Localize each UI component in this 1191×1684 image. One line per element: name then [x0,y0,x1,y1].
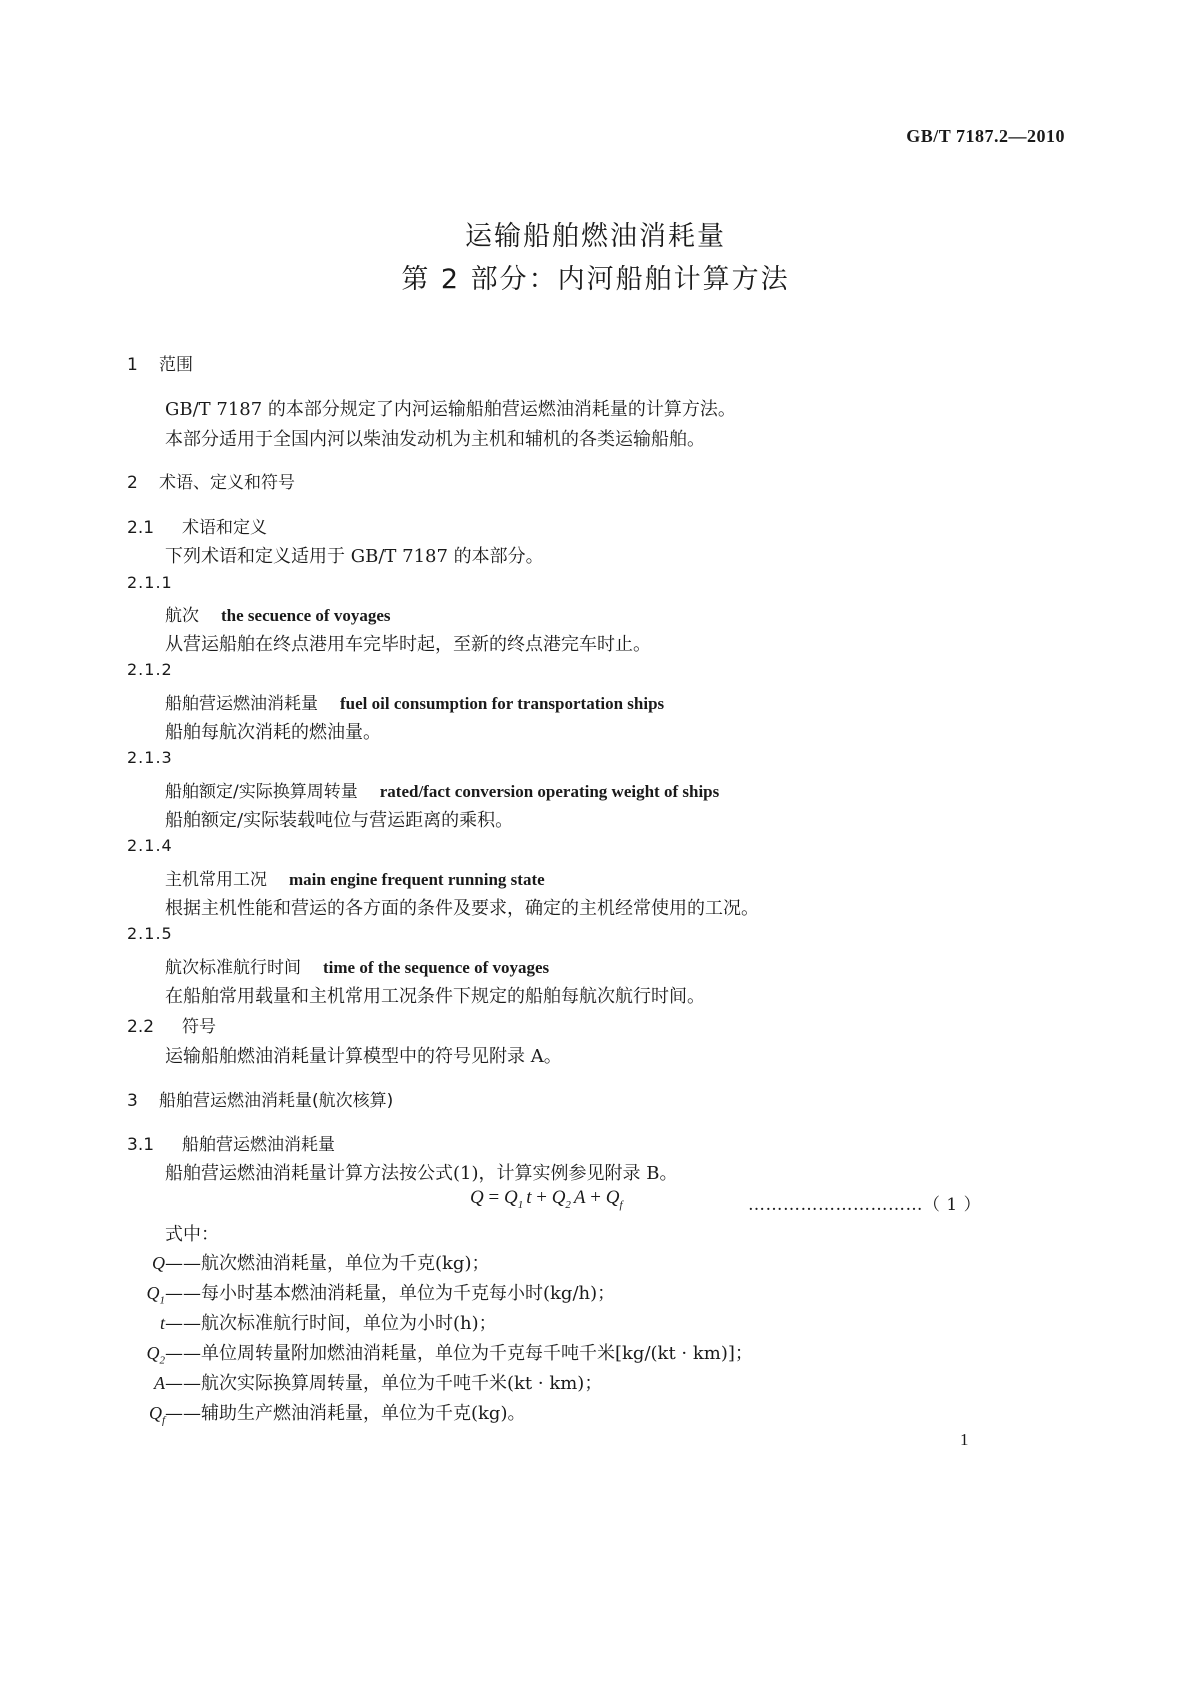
variable-symbol: $Q_2$ [146,1343,165,1367]
variable-symbol: A [154,1373,165,1393]
symbols-text: 运输船舶燃油消耗量计算模型中的符号见附录 A。 [165,1046,562,1067]
term-english: time of the sequence of voyages [323,958,550,977]
term-entry [165,601,391,626]
formula-symbol: Q [503,1187,518,1208]
section-number: 2.2 [127,1017,155,1037]
formula-symbol: t [526,1187,532,1208]
document-title-line2: 第 2 部分：内河船舶计算方法 [401,264,790,295]
term-definition: 从营运船舶在终点港用车完毕时起，至新的终点港完车时止。 [165,634,651,655]
where-label: 式中： [165,1224,219,1245]
variable-description: ——航次实际换算周转量，单位为千吨千米(kt · km)； [165,1373,603,1394]
section-title: 符号 [182,1017,216,1037]
variable-definition [113,1249,489,1277]
section-title: 范围 [159,355,193,375]
variable-symbol: t [159,1313,165,1333]
variable-definition [113,1339,753,1367]
term-number: 2.1.2 [127,660,173,679]
variable-description: ——单位周转量附加燃油消耗量，单位为千克每千吨千米[kg/(kt · km)]； [165,1343,753,1364]
formula-operator: + [585,1187,606,1208]
term-entry [165,777,719,802]
formula-symbol: Q [605,1187,620,1208]
formula-symbol: Q [470,1187,484,1208]
term-definition: 在船舶常用载量和主机常用工况条件下规定的船舶每航次航行时间。 [165,986,705,1007]
term-number: 2.1.3 [127,748,173,767]
section-title: 术语和定义 [182,518,267,538]
formula-symbol: Q [551,1187,566,1208]
scope-paragraph-2: 本部分适用于全国内河以柴油发动机为主机和辅机的各类运输船舶。 [165,429,705,450]
term-chinese: 船舶营运燃油消耗量 [165,694,318,714]
equation-number: …………………………（ 1 ） [748,1195,982,1215]
scope-paragraph-1: GB/T 7187 的本部分规定了内河运输船舶营运燃油消耗量的计算方法。 [165,399,736,420]
formula-operator: + [531,1187,552,1208]
variable-description: ——每小时基本燃油消耗量，单位为千克每小时(kg/h)； [165,1283,616,1304]
formula-subscript: f [619,1198,623,1211]
section-number: 2 [127,473,138,493]
term-english: the secuence of voyages [221,606,391,625]
section-3-1-heading [127,1130,335,1155]
term-entry [165,689,664,714]
formula-operator: = [483,1187,504,1208]
formula-symbol: A [573,1187,586,1208]
term-chinese: 航次 [165,606,199,626]
variable-description: ——航次燃油消耗量，单位为千克(kg)； [165,1253,490,1274]
term-definition: 船舶额定/实际装载吨位与营运距离的乘积。 [165,810,514,831]
term-english: rated/fact conversion operating weight of ships [379,782,720,801]
variable-description: ——辅助生产燃油消耗量，单位为千克(kg)。 [165,1403,526,1424]
term-chinese: 航次标准航行时间 [165,958,301,978]
term-definition: 根据主机性能和营运的各方面的条件及要求，确定的主机经常使用的工况。 [165,898,759,919]
formula-subscript: 2 [565,1198,571,1211]
document-title-line1: 运输船舶燃油消耗量 [465,221,726,252]
section-2-heading [127,468,295,493]
section-3-heading [127,1086,393,1111]
section-2-1-heading [127,513,267,538]
section-1-heading [127,350,193,375]
variable-description: ——航次标准航行时间，单位为小时(h)； [165,1313,497,1334]
terms-intro: 下列术语和定义适用于 GB/T 7187 的本部分。 [165,546,544,567]
term-number: 2.1.4 [127,836,173,855]
term-number: 2.1.5 [127,924,173,943]
section-number: 2.1 [127,518,155,538]
formula-1 [470,1187,623,1211]
variable-definition [113,1399,525,1427]
section-number: 1 [127,355,138,375]
variable-definition [113,1279,615,1307]
term-entry [165,953,549,978]
section-title: 船舶营运燃油消耗量(航次核算) [159,1091,394,1111]
term-english: fuel oil consumption for transportation ships [340,694,665,713]
formula-subscript: 1 [517,1198,524,1211]
section-2-2-heading [127,1012,216,1037]
variable-symbol: $Q_f$ [148,1403,165,1427]
section-title: 术语、定义和符号 [159,473,295,493]
variable-definition [113,1309,497,1337]
page-number: 1 [960,1430,969,1449]
standard-number: GB/T 7187.2—2010 [906,126,1065,146]
variable-symbol: Q [152,1253,165,1273]
term-definition: 船舶每航次消耗的燃油量。 [165,722,381,743]
term-english: main engine frequent running state [289,870,545,889]
term-number: 2.1.1 [127,573,173,592]
variable-definition [113,1369,602,1397]
term-chinese: 船舶额定/实际换算周转量 [165,782,358,802]
term-entry [165,865,545,890]
section-title: 船舶营运燃油消耗量 [182,1135,335,1155]
section-number: 3 [127,1091,138,1111]
calc-intro: 船舶营运燃油消耗量计算方法按公式(1)，计算实例参见附录 B。 [165,1163,678,1184]
term-chinese: 主机常用工况 [165,870,267,890]
variable-symbol: $Q_1$ [146,1283,165,1307]
section-number: 3.1 [127,1135,155,1155]
